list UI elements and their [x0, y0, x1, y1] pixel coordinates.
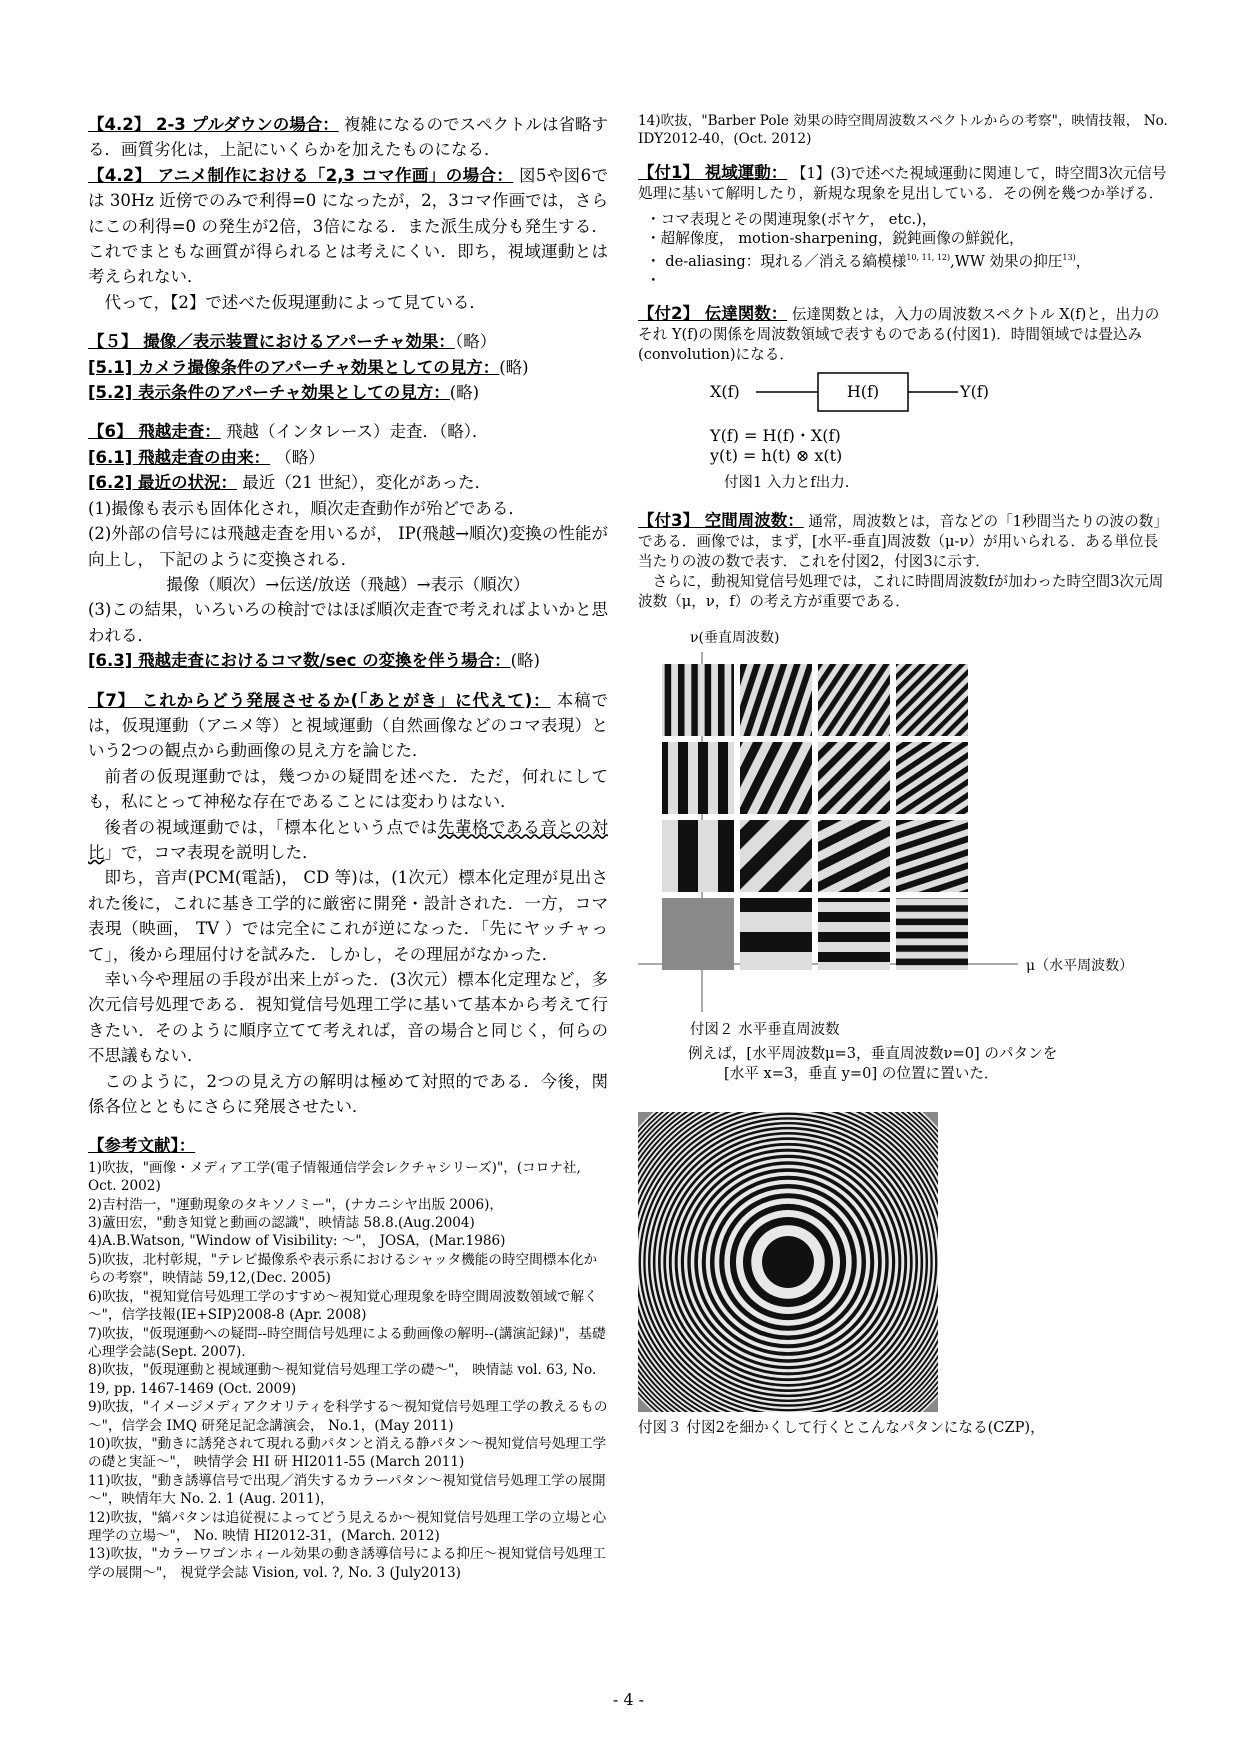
reference-item: 13)吹抜，"カラーワゴンホィール効果の動き誘導信号による抑圧～視知覚信号処理工学の展開～"， 視覚学会誌 Vision, vol. ?, No. 3 (July2013) [88, 1546, 606, 1581]
list-item: (1)撮像も表示も固体化され，順次走査動作が殆どである． [88, 498, 525, 518]
paragraph-text: (略) [449, 383, 480, 403]
bullet-item: ・超解像度， motion-sharpening，鋭鈍画像の鮮鋭化， [646, 229, 1024, 247]
pattern-tile [818, 820, 890, 892]
figure-3-caption: 付図３ 付図2を細かくして行くとこんなパタンになる(CZP)， [638, 1418, 1045, 1436]
reference-item: 2)吉村浩一，"運動現象のタキソノミー"，(ナカニシヤ出版 2006)， [88, 1196, 504, 1213]
reference-item: 14)吹抜，"Barber Pole 効果の時空間周波数スペクトルからの考察"，映情技報， No. IDY2012-40，(Oct. 2012) [638, 113, 1168, 148]
paragraph: 幸い今や理屈の手段が出来上がった．(3次元）標本化定理など，多次元信号処理である．視知覚信号処理工学に基いて基本から考えて行きたい．そのように順序立てて考えれば，音の場合と同じく，何らの不思議もない． [88, 970, 608, 1066]
right-column [638, 112, 1170, 1438]
section-heading: [5.2] 表示条件のアパーチャ効果としての見方： [88, 383, 450, 403]
block-diagram [638, 365, 1170, 505]
pattern-tile [896, 820, 968, 892]
frequency-grid-figure [638, 612, 1170, 1052]
reference-list [88, 1159, 608, 1582]
section-heading: 【５】 撮像／表示装置におけるアパーチャ効果： [88, 332, 455, 352]
appendix-2 [638, 304, 1170, 365]
pattern-tile [896, 664, 968, 736]
paragraph-text: 伝達関数とは，入力の周波数スペクトル X(f)と，出力のそれ Y(f)の関係を周波数領域で表すものである(付図1)．時間領域では畳込み(convolution)になる． [638, 305, 1160, 363]
reference-item: 12)吹抜，"縞パタンは追従視によってどう見えるか～視知覚信号処理工学の立場と心理学の立場～"， No. 映情 HI2012-31，(March. 2012) [88, 1509, 607, 1544]
paragraph-text: 複雑になるのでスペクトルは省略する．画質劣化は，上記にいくらかを加えたものになる． [88, 115, 608, 160]
pattern-tile [896, 898, 968, 970]
pattern-tile [818, 898, 890, 970]
section-6 [88, 419, 608, 444]
reference-item: 10)吹抜，"動きに誘発されて現れる動パタンと消える静パタン～視知覚信号処理工学の礎と実証～"， 映情学会 HI 研 HI2011-55 (March 2011) [88, 1435, 607, 1471]
paragraph-text: （略） [270, 447, 325, 467]
left-column [88, 112, 608, 1582]
superscript: 13) [1062, 252, 1076, 262]
pattern-tile [662, 664, 734, 736]
paragraph-text: 飛越（インタレース）走査．（略）． [220, 422, 489, 442]
section-heading: 【付1】 視域運動： [638, 162, 788, 182]
section-6-2 [88, 470, 608, 495]
section-4-2b [88, 163, 608, 290]
figure-2 [638, 612, 1170, 1052]
reference-item: 9)吹抜，"イメージメディアクオリティを科学する～視知覚信号処理工学の教えるもの～"，信学会 IMQ 研発足記念講演会， No.1，(May 2011) [88, 1399, 608, 1434]
zone-plate-rings [638, 1112, 938, 1412]
equation-time: y(t) = h(t) ⊗ x(t) [710, 445, 843, 465]
references-heading [88, 1133, 608, 1158]
diagram-input-label: X(f) [710, 381, 740, 401]
bullet-text: ,WW 効果の抑圧 [950, 252, 1063, 270]
figure-3 [638, 1112, 1170, 1412]
pattern-tile [662, 820, 734, 892]
paragraph-text: 本稿では，仮現運動（アニメ等）と視域運動（自然画像などのコマ表現）という2つの観点から動画像の見え方を論じた． [88, 690, 608, 761]
paragraph-text: 後者の視域運動では，「標本化という点では [104, 817, 438, 837]
section-heading: 【4.2】 2-3 プルダウンの場合： [88, 115, 339, 134]
bullet-item [638, 248, 1170, 271]
pattern-tile [896, 742, 968, 814]
figure-2-note: 例えば，[水平周波数μ=3，垂直周波数ν=0] のパタンを [688, 1044, 1058, 1062]
section-6-1 [88, 445, 608, 470]
zone-plate-image [638, 1112, 938, 1412]
pattern-tile [740, 742, 812, 814]
paragraph-text: (略) [499, 357, 529, 377]
reference-item: 3)蘆田宏，"動き知覚と動画の認識"，映情誌 58.8.(Aug.2004) [88, 1215, 475, 1232]
section-heading: 【7】 これからどう発展させるか(「あとがき」に代えて)： [88, 690, 551, 710]
figure-1-caption: 付図1 入力とf出力. [724, 474, 850, 491]
paragraph-text: 図5や図6では 30Hz 近傍でのみで利得=0 になったが，2，3コマ作画では，さらにこの利得=0 の発生が2倍，3倍になる．また派生成分も発生する．これでまともな画質が得られるとは考えにくい．即ち，視域運動とは考えられない． [88, 165, 608, 287]
section-5 [88, 329, 608, 354]
wavy-underlined-text: 先輩格である音との対比 [88, 817, 609, 862]
diagram-output-label: Y(f) [960, 381, 989, 401]
section-heading: [6.1] 飛越走査の由来： [88, 447, 271, 467]
paragraph: 前者の仮現運動では，幾つかの疑問を述べた．ただ，何れにしても，私にとって神秘な存在であることには変わりはない． [88, 766, 608, 812]
section-5-1 [88, 355, 608, 380]
transfer-function-diagram [638, 365, 1170, 505]
paragraph [88, 815, 608, 866]
section-5-2 [88, 380, 608, 405]
pattern-tile [662, 898, 734, 970]
pattern-tile [662, 742, 734, 814]
list-item: (3)この結果，いろいろの検討ではほぼ順次走査で考えればよいかと思われる． [88, 600, 608, 645]
reference-item: 6)吹抜，"視知覚信号処理工学のすすめ～視知覚心理現象を時空間周波数領域で解く～"，信学技報(IE+SIP)2008-8 (Apr. 2008) [88, 1288, 598, 1324]
paragraph-text: （略） [454, 332, 497, 352]
section-heading: [6.3] 飛越走査におけるコマ数/sec の変換を伴う場合： [88, 651, 511, 671]
pattern-tile [740, 820, 812, 892]
paragraph: さらに，動視知覚信号処理では，これに時間周波数fが加わった時空間3次元周波数（μ，ν，f）の考え方が重要である． [638, 572, 1164, 610]
figure-2-caption: 付図２ 水平垂直周波数 [690, 1021, 840, 1038]
reference-item: 11)吹抜，"動き誘導信号で出現／消失するカラーパタン～視知覚信号処理工学の展開～"，映情年大 No. 2. 1 (Aug. 2011)， [88, 1472, 606, 1508]
paragraph-text: 最近（21 世紀），変化があった． [237, 473, 492, 493]
paragraph: 即ち，音声(PCM(電話)， CD 等)は，(1次元）標本化定理が見出された後に，これに基き工学的に厳密に開発・設計された．一方，コマ表現（映画， TV ）では完全にこれが逆になった．「先にヤッチャって」，後から理屈付けを試みた．しかし，その理屈がなかった． [88, 868, 608, 964]
paragraph-text: 通常，周波数とは，音などの「1秒間当たりの波の数」である．画像では，まず，[水平-垂直]周波数（μ-ν）が用いられる．ある単位長当たりの波の数で表す．これを付図2，付図3に示す． [638, 512, 1168, 570]
figure-2-note: [水平 x=3，垂直 y=0] の位置に置いた． [724, 1064, 999, 1082]
pattern-tiles [662, 664, 968, 970]
bullet-item: ・ [646, 271, 661, 289]
section-6-3 [88, 648, 608, 673]
pattern-tile [740, 664, 812, 736]
reference-item: 1)吹抜，"画像・メディア工学(電子情報通信学会レクチャシリーズ)"，(コロナ社, Oct. 2002) [88, 1159, 581, 1195]
bullet-text: ， [1075, 252, 1091, 270]
superscript: 10, 11, 12) [906, 252, 951, 262]
equation-frequency: Y(f) = H(f)・X(f) [710, 425, 841, 445]
bullet-item: ・コマ表現とその関連現象(ボヤケ， etc.)， [646, 210, 937, 228]
section-heading: 【6】 飛越走査： [88, 422, 221, 442]
paragraph-text: 」で，コマ表現を説明した． [104, 842, 319, 862]
section-heading: [6.2] 最近の状況： [88, 473, 238, 493]
horizontal-axis-label: μ（水平周波数） [1026, 957, 1134, 974]
reference-item: 5)吹抜，北村彰規，"テレビ撮像系や表示系におけるシャッタ機能の時空間標本化からの考察"，映情誌 59,12,(Dec. 2005) [88, 1251, 598, 1287]
zone-ring [762, 1236, 814, 1288]
appendix-1 [638, 163, 1170, 204]
appendix-3 [638, 511, 1170, 572]
section-heading: 【付2】 伝達関数： [638, 303, 788, 323]
reference-item: 7)吹抜，"仮現運動への疑問--時空間信号処理による動画像の解明--(講演記録)"，基礎心理学会誌(Sept. 2007)． [88, 1325, 606, 1360]
list-item: (2)外部の信号には飛越走査を用いるが， IP(飛越→順次)変換の性能が向上し， 下記のように変換される． [88, 524, 608, 569]
paragraph-text: (略) [510, 651, 540, 671]
section-heading: 【参考文献】： [88, 1136, 196, 1156]
section-heading: 【付3】 空間周波数： [638, 510, 804, 530]
pattern-tile [818, 664, 890, 736]
section-4-2a [88, 112, 608, 163]
paragraph-text: 【1】(3)で述べた視域運動に関連して，時空間3次元信号処理に基いて解明したり，新規な現象を見出している．その例を幾つか挙げる． [638, 164, 1167, 202]
section-heading: 【4.2】 アニメ制作における「2,3 コマ作画」の場合： [88, 165, 514, 185]
reference-item: 4)A.B.Watson, "Window of Visibility: ～"， JOSA，(Mar.1986) [88, 1233, 506, 1250]
section-7 [88, 688, 608, 764]
pattern-tile [818, 742, 890, 814]
paragraph: 代って，【2】で述べた仮現運動によって見ている． [104, 292, 486, 312]
bullet-text: ・ de-aliasing：現れる／消える縞模様 [646, 252, 907, 270]
page-number: - 4 - [612, 1690, 645, 1709]
paragraph: このように，2つの見え方の解明は極めて対照的である．今後，関係各位とともにさらに発展させたい． [88, 1071, 608, 1117]
pattern-tile [740, 898, 812, 970]
diagram-box-label: H(f) [846, 381, 880, 401]
flow-line: 撮像（順次）→伝送/放送（飛越）→表示（順次） [166, 574, 530, 594]
section-heading: [5.1] カメラ撮像条件のアパーチャ効果としての見方： [88, 357, 500, 377]
vertical-axis-label: ν(垂直周波数) [690, 629, 780, 646]
reference-item: 8)吹抜，"仮現運動と視域運動～視知覚信号処理工学の礎～"， 映情誌 vol. 63, No. 19, pp. 1467-1469 (Oct. 2009) [88, 1362, 597, 1397]
